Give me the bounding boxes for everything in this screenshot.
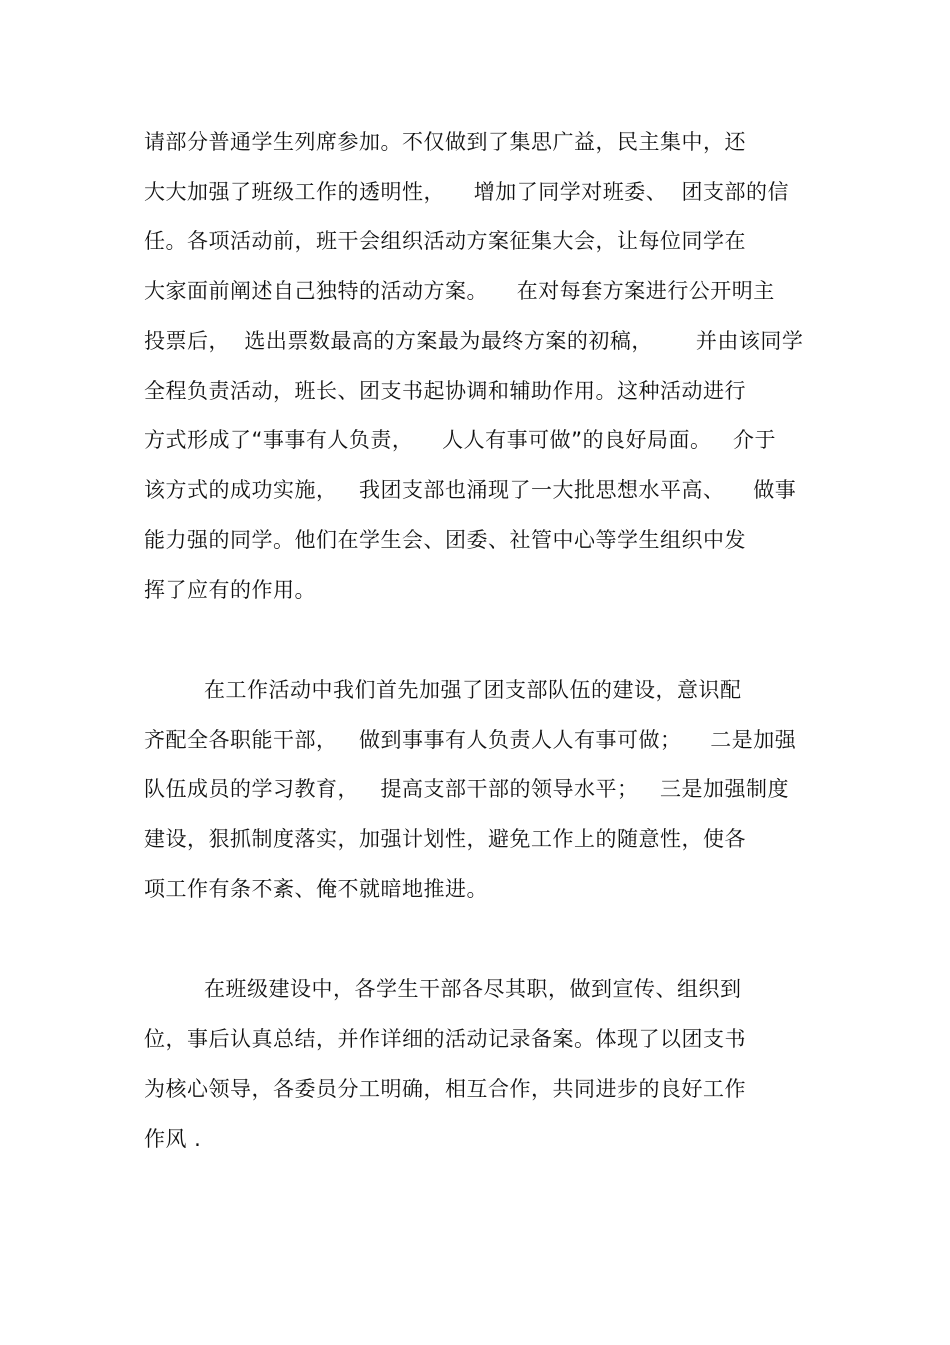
paragraph-line: 建设，狠抓制度落实，加强计划性，避免工作上的随意性，使各 — [144, 827, 746, 851]
paragraph-line: 大大加强了班级工作的透明性， 增加了同学对班委、 团支部的信 — [144, 180, 790, 204]
paragraph-line: 齐配全各职能干部， 做到事事有人负责人人有事可做； 二是加强 — [144, 728, 797, 752]
paragraph-line: 项工作有条不紊、俺不就暗地推进。 — [144, 877, 488, 901]
paragraph-line: 作风 . — [144, 1127, 202, 1151]
paragraph-line: 在工作活动中我们首先加强了团支部队伍的建设，意识配 — [204, 678, 742, 702]
paragraph-line: 位，事后认真总结，并作详细的活动记录备案。体现了以团支书 — [144, 1027, 746, 1051]
paragraph-line: 大家面前阐述自己独特的活动方案。 在对每套方案进行公开明主 — [144, 279, 775, 303]
paragraph-line: 请部分普通学生列席参加。不仅做到了集思广益，民主集中，还 — [144, 130, 746, 154]
paragraph-line: 该方式的成功实施， 我团支部也涌现了一大批思想水平高、 做事 — [144, 478, 797, 502]
paragraph-line: 全程负责活动，班长、团支书起协调和辅助作用。这种活动进行 — [144, 379, 746, 403]
paragraph-line: 任。各项活动前，班干会组织活动方案征集大会，让每位同学在 — [144, 229, 746, 253]
paragraph-line: 队伍成员的学习教育， 提高支部干部的领导水平； 三是加强制度 — [144, 777, 790, 801]
paragraph-line: 能力强的同学。他们在学生会、团委、社管中心等学生组织中发 — [144, 528, 746, 552]
paragraph-line: 在班级建设中，各学生干部各尽其职，做到宣传、组织到 — [204, 977, 742, 1001]
paragraph-line: 挥了应有的作用。 — [144, 578, 316, 602]
paragraph-line: 为核心领导，各委员分工明确，相互合作，共同进步的良好工作 — [144, 1077, 746, 1101]
paragraph-line: 投票后， 选出票数最高的方案最为最终方案的初稿， 并由该同学 — [144, 329, 804, 353]
paragraph-line: 方式形成了“事事有人负责， 人人有事可做”的良好局面。 介于 — [144, 428, 776, 452]
